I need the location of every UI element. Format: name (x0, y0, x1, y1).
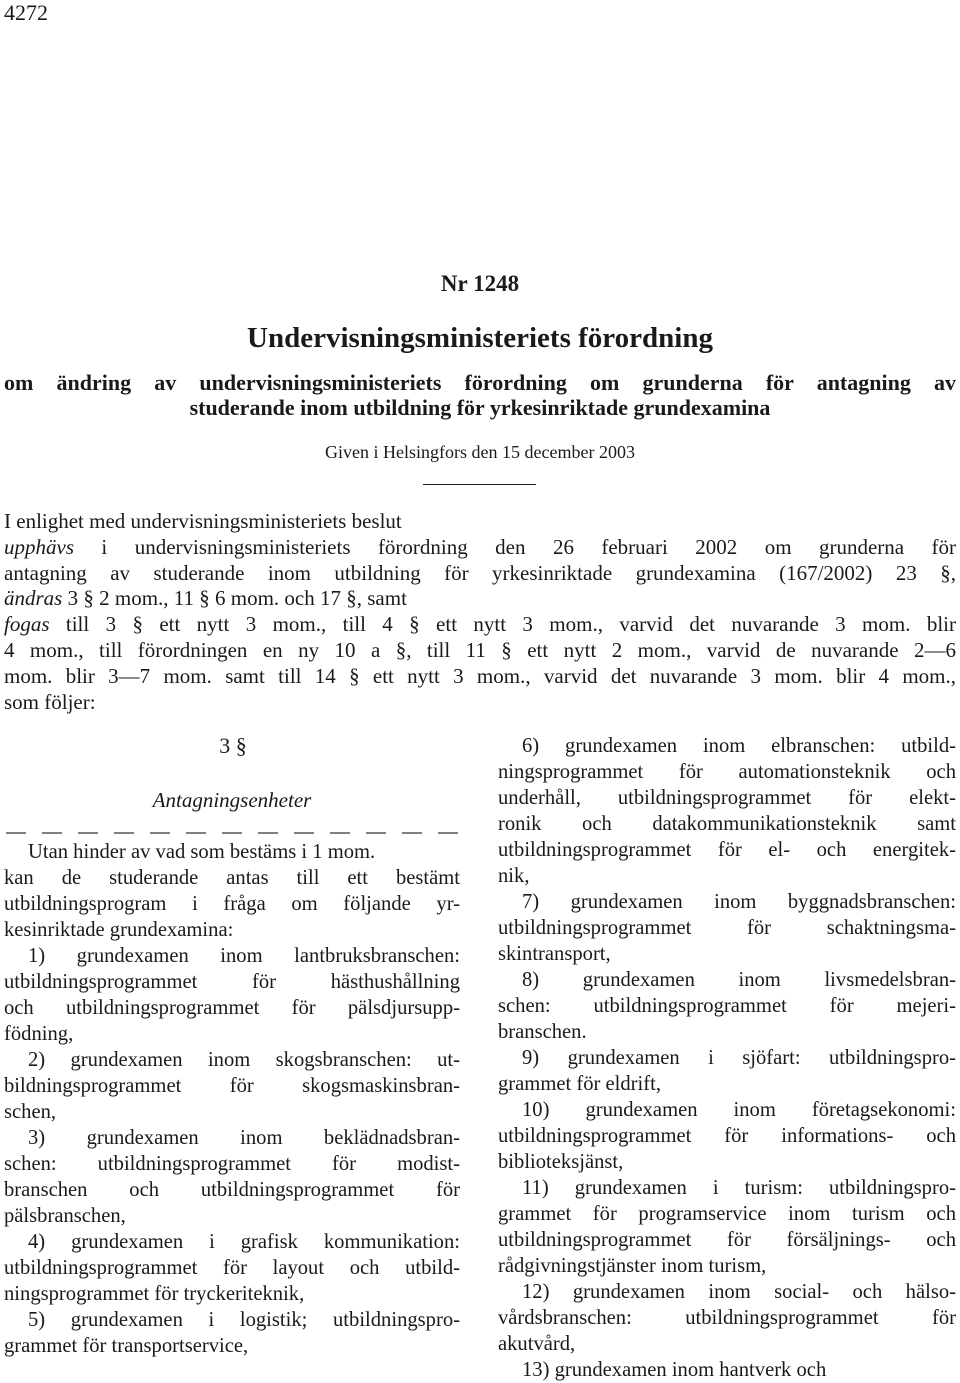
subtitle-line-1: om ändring av undervisningsministeriets förordning om grunderna för antagning av (4, 370, 956, 395)
text-line: schen, (4, 1101, 57, 1123)
preamble-line (4, 638, 956, 664)
document-subtitle (4, 370, 956, 420)
left-column (4, 733, 460, 1359)
text-line: 12) grundexamen inom social- och hälso- (522, 1281, 956, 1303)
preamble-line (4, 664, 956, 690)
text-line: utbildningsprogram i fråga om följande yr- (4, 893, 460, 915)
text-line: 11) grundexamen i turism: utbildningspro- (522, 1177, 956, 1199)
preamble-line (4, 509, 956, 535)
text-line: ningsprogrammet för tryckeriteknik, (4, 1283, 305, 1305)
document-title: Undervisningsministeriets förordning (247, 322, 713, 354)
text-line: 8) grundexamen inom livsmedelsbran- (522, 969, 956, 991)
text-line: 13) grundexamen inom hantverk och (522, 1359, 827, 1381)
preamble-text: I enlighet med undervisningsministeriets beslut (4, 509, 402, 533)
preamble-line (4, 535, 956, 561)
text-line: utbildningsprogrammet för informations- och (498, 1125, 956, 1147)
right-column (498, 733, 956, 1383)
right-column-text (498, 733, 956, 1383)
text-line: schen: utbildningsprogrammet för mejeri- (498, 995, 956, 1017)
text-line: 1) grundexamen inom lantbruksbranschen: (28, 945, 460, 967)
preamble-text: 4 mom., till förordningen en ny 10 a §, till 11 § ett nytt 2 mom., varvid de nuvarande 2—6 (4, 637, 956, 662)
page-number: 4272 (4, 0, 48, 25)
text-line: branschen och utbildningsprogrammet för (4, 1179, 460, 1201)
text-line: 6) grundexamen inom elbranschen: utbild- (522, 735, 956, 757)
text-line: födning, (4, 1023, 74, 1045)
text-line: 10) grundexamen inom företagsekonomi: (522, 1099, 956, 1121)
text-line: kan de studerande antas till ett bestämt (4, 867, 460, 889)
text-line: schen: utbildningsprogrammet för modist- (4, 1153, 460, 1175)
text-line: akutvård, (498, 1333, 576, 1355)
text-line: utbildningsprogrammet för försäljnings- och (498, 1229, 956, 1251)
preamble (4, 509, 956, 715)
preamble-text: antagning av studerande inom utbildning för yrkesinriktade grundexamina (167/2002) 23 §, (4, 560, 956, 585)
text-line: ronik och datakommunikationsteknik samt (498, 813, 956, 835)
preamble-text: till 3 § ett nytt 3 mom., till 4 § ett nytt 3 mom., varvid det nuvarande 3 mom. blir (49, 612, 956, 637)
text-line: skintransport, (498, 943, 611, 965)
text-line: bildningsprogrammet för skogsmaskinsbran- (4, 1075, 460, 1097)
text-line: branschen. (498, 1021, 587, 1043)
text-line: 3) grundexamen inom beklädnadsbran- (28, 1127, 460, 1149)
given-date-line: Given i Helsingfors den 15 december 2003 (325, 442, 635, 462)
preamble-line (4, 561, 956, 587)
left-column-text (4, 839, 460, 1359)
preamble-line (4, 586, 956, 612)
keyword-andras: ändras (4, 586, 63, 611)
text-line: rådgivningstjänster inom turism, (498, 1255, 767, 1277)
text-line: nik, (498, 865, 530, 887)
text-line: 5) grundexamen i logistik; utbildningspro- (28, 1309, 460, 1331)
preamble-text: mom. blir 3—7 mom. samt till 14 § ett nytt 3 mom., varvid det nuvarande 3 mom. blir 4 mom., (4, 663, 956, 688)
text-line: 9) grundexamen i sjöfart: utbildningspro- (522, 1047, 956, 1069)
text-line: biblioteksjänst, (498, 1151, 624, 1173)
statute-number: Nr 1248 (440, 271, 520, 296)
text-line: utbildningsprogrammet för schaktningsma- (498, 917, 956, 939)
preamble-text: i undervisningsministeriets förordning den 26 februari 2002 om grunderna för (74, 534, 956, 559)
text-line: kesinriktade grundexamina: (4, 919, 234, 941)
subtitle-line-2: studerande inom utbildning för yrkesinriktade grundexamina (189, 395, 771, 420)
text-line: underhåll, utbildningsprogrammet för elekt- (498, 787, 956, 809)
preamble-text: som följer: (4, 689, 96, 714)
text-line: vårdsbranschen: utbildningsprogrammet för (498, 1307, 956, 1329)
section-heading: Antagningsenheter (152, 788, 312, 812)
keyword-upphavs: upphävs (4, 534, 74, 559)
section-number: 3 § (219, 733, 247, 758)
text-line: 2) grundexamen inom skogsbranschen: ut- (28, 1049, 460, 1071)
preamble-line (4, 612, 956, 638)
preamble-text: 3 § 2 mom., 11 § 6 mom. och 17 §, samt (62, 586, 407, 611)
separator-rule (423, 484, 536, 485)
text-line: och utbildningsprogrammet för pälsdjursupp- (4, 997, 460, 1019)
text-line: grammet för eldrift, (498, 1073, 661, 1095)
omission-dashes (4, 827, 460, 839)
text-line: 4) grundexamen i grafisk kommunikation: (28, 1231, 460, 1253)
text-line: grammet för transportservice, (4, 1335, 249, 1357)
text-line: utbildningsprogrammet för el- och energitek- (498, 839, 956, 861)
keyword-fogas: fogas (4, 612, 50, 637)
text-line: 7) grundexamen inom byggnadsbranschen: (522, 891, 956, 913)
text-line: ningsprogrammet för automationsteknik och (498, 761, 956, 783)
preamble-line (4, 690, 956, 716)
text-line: utbildningsprogrammet för hästhushållning (4, 971, 460, 993)
text-line: grammet för programservice inom turism och (498, 1203, 956, 1225)
text-line: pälsbranschen, (4, 1205, 126, 1227)
text-line: Utan hinder av vad som bestäms i 1 mom. (28, 841, 376, 863)
text-line: utbildningsprogrammet för layout och utbild- (4, 1257, 460, 1279)
